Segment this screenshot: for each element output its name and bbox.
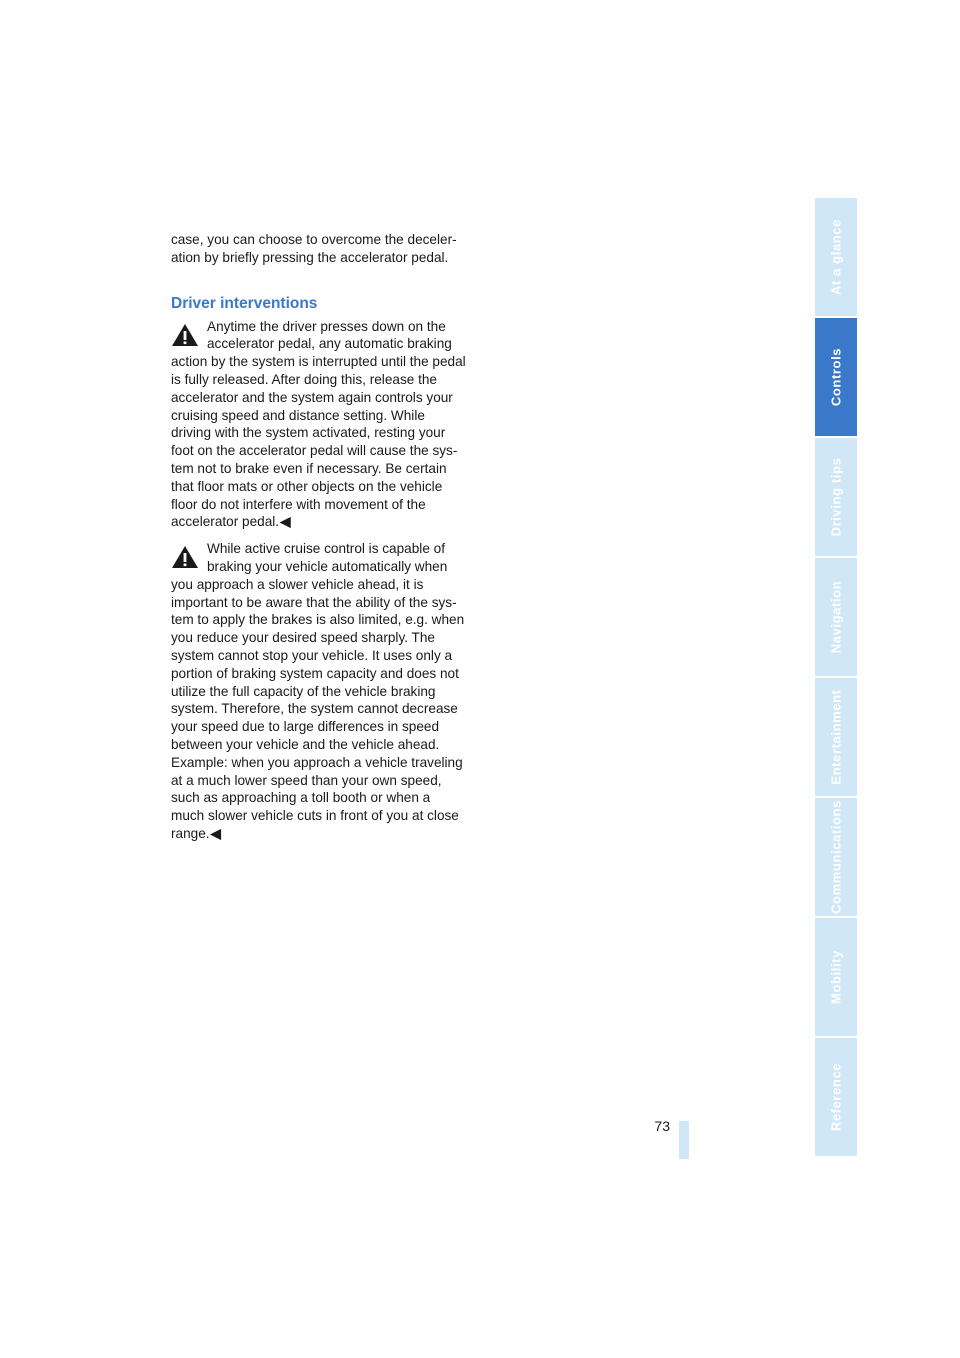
tab-controls[interactable]	[815, 318, 857, 436]
main-content	[171, 231, 467, 852]
warning-note-text: Anytime the driver presses down on the accelerator pedal, any automatic braking action by the system is interrupted until the pedal is fully released. After doing this, release the accelerator and the system again controls your cruising speed and distance setting. While driving with the system activated, resting your foot on the accelerator pedal will cause the sys-tem not to brake even if necessary. Be certain that floor mats or other objects on the vehicle floor do not interfere with movement of the accelerator pedal.	[171, 318, 466, 530]
page-number: 73	[654, 1118, 670, 1134]
tab-label: Communications	[828, 800, 844, 914]
tab-label: Controls	[828, 347, 844, 407]
section-heading: Driver interventions	[171, 294, 318, 312]
warning-triangle-icon	[171, 544, 199, 570]
tab-driving-tips[interactable]	[815, 438, 857, 556]
warning-note-2	[171, 540, 467, 843]
chapter-tabs	[815, 198, 857, 1160]
tab-label: Navigation	[828, 580, 844, 654]
tab-communications[interactable]	[815, 798, 857, 916]
tab-label: Mobility	[828, 950, 844, 1004]
tab-entertainment[interactable]	[815, 678, 857, 796]
tab-label: At a glance	[828, 219, 844, 295]
warning-note-text: While active cruise control is capable of braking your vehicle automatically when you approach a slower vehicle ahead, it is important to be aware that the ability of the sys-tem to apply the brakes is also limited, e.g. when you reduce your desired speed sharply. The system cannot stop your vehicle. It uses only a portion of braking system capacity and does not utilize the full capacity of the vehicle braking system. Therefore, the system cannot decrease your speed due to large differences in speed between your vehicle and the vehicle ahead. Example: when you approach a vehicle traveling at a much lower speed than your own speed, such as approaching a toll booth or when a much slower vehicle cuts in front of you at close range.	[171, 541, 465, 841]
warning-note-1	[171, 318, 467, 532]
tab-mobility[interactable]	[815, 918, 857, 1036]
end-mark-icon: ◀	[280, 514, 291, 530]
tab-navigation[interactable]	[815, 558, 857, 676]
tab-reference[interactable]	[815, 1038, 857, 1156]
end-mark-icon: ◀	[210, 825, 222, 841]
tab-at-a-glance[interactable]	[815, 198, 857, 316]
intro-paragraph: case, you can choose to overcome the deceler-ation by briefly pressing the accelerator pedal.	[171, 232, 457, 265]
tab-label: Entertainment	[828, 689, 844, 785]
tab-label: Driving tips	[828, 457, 844, 537]
warning-triangle-icon	[171, 322, 199, 348]
tab-label: Reference	[828, 1062, 844, 1132]
page-number-bar	[679, 1121, 689, 1159]
